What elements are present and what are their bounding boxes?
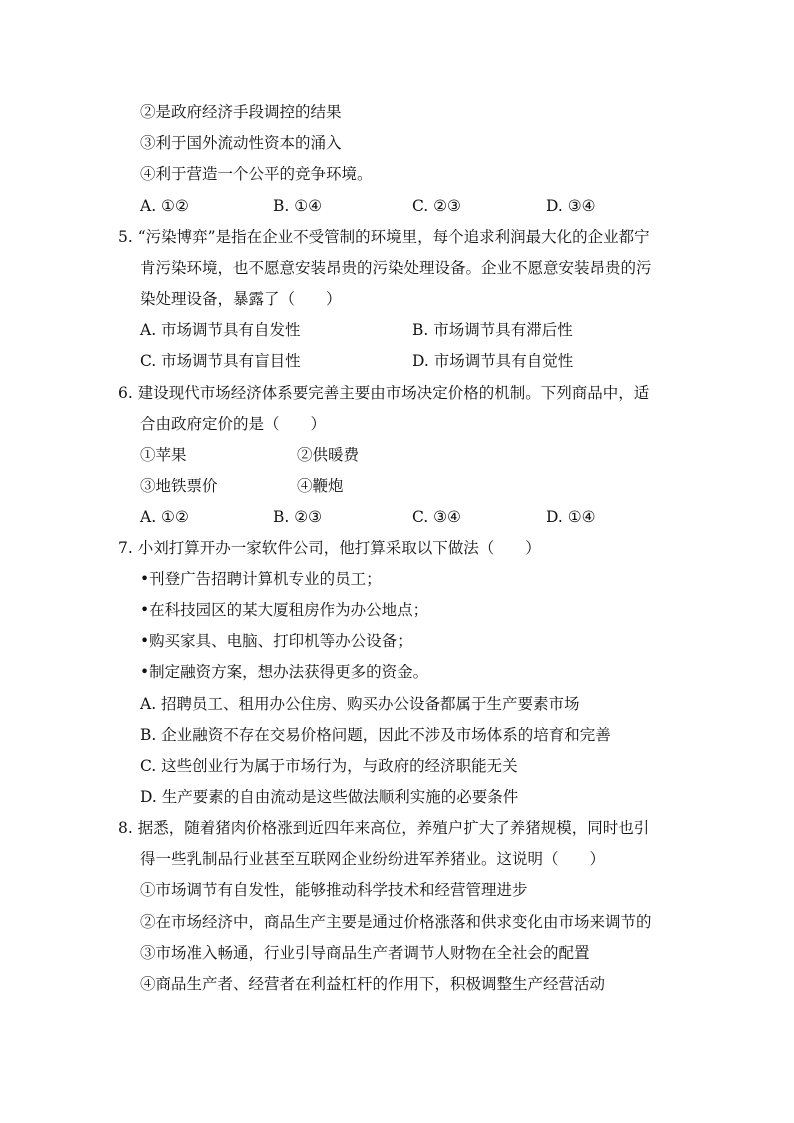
statement-4: ④商品生产者、经营者在利益杠杆的作用下，积极调整生产经营活动 [140,975,606,993]
bullet-item: •购买家具、电脑、打印机等办公设备； [140,632,413,650]
question-5-stem-cont: 肯污染环境，也不愿意安装昂贵的污染处理设备。企业不愿意安装昂贵的污 [140,259,652,277]
statement-4: ④鞭炮 [297,477,344,495]
option-a: A. ①② [140,197,189,215]
question-5-stem-cont: 染处理设备，暴露了（ ） [140,290,342,308]
option-d: D. ①④ [546,508,596,526]
option-d: D. 生产要素的自由流动是这些做法顺利实施的必要条件 [140,788,519,806]
option-b: B. 市场调节具有滞后性 [412,321,573,339]
statement-1: ①苹果 [140,446,187,464]
statement-1: ①市场调节有自发性，能够推动科学技术和经营管理进步 [140,881,528,899]
statement-3: ③地铁票价 [140,477,218,495]
statement-2: ②供暖费 [297,446,360,464]
option-c: C. 这些创业行为属于市场行为，与政府的经济职能无关 [140,757,518,775]
option-d: D. 市场调节具有自觉性 [412,352,574,370]
option-a: A. ①② [140,508,189,526]
bullet-item: •刊登广告招聘计算机专业的员工； [140,570,382,588]
option-c: C. ②③ [412,197,461,215]
statement-2: ②在市场经济中，商品生产主要是通过价格涨落和供求变化由市场来调节的 [140,913,652,931]
bullet-item: •制定融资方案，想办法获得更多的资金。 [140,663,429,681]
option-d: D. ③④ [546,197,596,215]
statement-4: ④利于营造一个公平的竞争环境。 [140,165,373,183]
option-b: B. ②③ [273,508,323,526]
option-b: B. 企业融资不存在交易价格问题，因此不涉及市场体系的培育和完善 [140,726,611,744]
option-b: B. ①④ [273,197,323,215]
statement-3: ③市场准入畅通，行业引导商品生产者调节人财物在全社会的配置 [140,944,590,962]
bullet-item: •在科技园区的某大厦租房作为办公地点； [140,601,429,619]
question-6-stem-cont: 合由政府定价的是（ ） [140,415,327,433]
option-c: C. ③④ [412,508,461,526]
option-a: A. 招聘员工、租用办公住房、购买办公设备都属于生产要素市场 [140,695,580,713]
option-c: C. 市场调节具有盲目性 [140,352,301,370]
statement-3: ③利于国外流动性资本的涌入 [140,134,342,152]
option-a: A. 市场调节具有自发性 [140,321,301,339]
question-5-stem: 5. “污染博弈”是指在企业不受管制的环境里，每个追求利润最大化的企业都宁 [118,228,650,246]
question-7-stem: 7. 小刘打算开办一家软件公司，他打算采取以下做法（ ） [118,539,541,557]
question-6-stem: 6. 建设现代市场经济体系要完善主要由市场决定价格的机制。下列商品中，适 [118,384,650,402]
statement-2: ②是政府经济手段调控的结果 [140,103,342,121]
question-8-stem: 8. 据悉，随着猪肉价格涨到近四年来高位，养殖户扩大了养猪规模，同时也引 [118,819,650,837]
question-8-stem-cont: 得一些乳制品行业甚至互联网企业纷纷进军养猪业。这说明（ ） [140,850,606,868]
